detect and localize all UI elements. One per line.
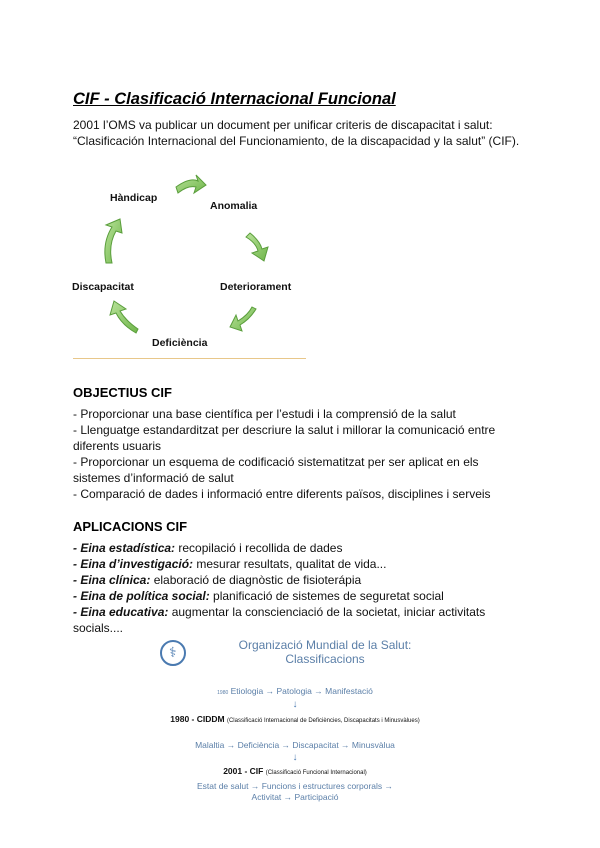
item-text: planificació de sistemes de seguretat social: [209, 589, 444, 603]
item-label: - Eina d’investigació:: [73, 557, 194, 571]
item-label: - Eina educativa:: [73, 605, 169, 619]
cycle-label-anomalia: Anomalia: [210, 200, 258, 212]
item-text: recopilació i recollida de dades: [175, 541, 343, 555]
item-text: elaboració de diagnòstic de fisioterápia: [150, 573, 362, 587]
intro-line-2: “Clasificación Internacional del Funcionamiento, de la discapacidad y la salut” (CIF).: [73, 134, 520, 148]
list-item: [73, 588, 523, 604]
intro-line-1: 2001 l’OMS va publicar un document per unificar criteris de discapacitat i salut:: [73, 118, 493, 132]
cycle-label-discapacitat: Discapacitat: [72, 281, 134, 293]
list-item: [73, 540, 523, 556]
aplicacions-heading: APLICACIONS CIF: [73, 519, 188, 534]
list-item: - Llenguatge estandarditzat per descriure la salut i millorar la comunicació entre diferents usuaris: [73, 423, 496, 453]
who-row-cif: [150, 766, 440, 776]
aplicacions-list: [73, 540, 523, 636]
objectius-list: [73, 406, 523, 502]
who-classifications-figure: [150, 634, 440, 804]
who-row-estat-salut: Estat de salut → Funcions i estructures corporals →: [196, 781, 394, 791]
who-row-malaltia: Malaltia → Deficiència → Discapacitat → Minusvàlua: [195, 740, 395, 750]
who-org-line-1: Organizació Mundial de la Salut:: [238, 638, 412, 652]
item-label: - Eina de política social:: [73, 589, 210, 603]
row1-text: Etiologia → Patologia → Manifestació: [230, 686, 373, 696]
diagram-divider: [73, 358, 306, 359]
row4-small: (Classificació Funcional Internacional): [265, 770, 367, 776]
list-item: - Proporcionar un esquema de codificació sistematitzat per ser aplicat en els sistemes d’informació de salut: [73, 455, 479, 485]
row2-bold: 1980 - CIDDM: [170, 714, 225, 724]
arrow-handicap-anomalia: [176, 175, 206, 193]
list-item: [73, 604, 523, 636]
who-org-title: [210, 638, 440, 666]
list-item: [73, 572, 523, 588]
who-row-activitat: Activitat → Participació: [251, 792, 339, 802]
row2-small: (Classificació Internacional de Deficiències, Discapacitats i Minusvàlues): [226, 718, 420, 724]
who-org-line-2: Classificacions: [285, 652, 365, 666]
cycle-label-deficiencia: Deficiència: [152, 337, 208, 349]
objectius-heading: OBJECTIUS CIF: [73, 385, 172, 400]
item-label: - Eina estadística:: [73, 541, 176, 555]
list-item: - Comparació de dades i informació entre diferents països, disciplines i serveis: [73, 487, 491, 501]
arrow-deteriorament-deficiencia: [230, 307, 256, 331]
cycle-label-deteriorament: Deteriorament: [220, 281, 292, 293]
page-title: CIF - Clasificació Internacional Funcional: [73, 90, 396, 108]
intro-paragraph: [73, 117, 543, 149]
row1-prefix: 1980: [217, 690, 229, 696]
cif-cycle-diagram: [60, 165, 320, 365]
who-row-etiologia: [150, 686, 440, 696]
item-text: mesurar resultats, qualitat de vida...: [193, 557, 387, 571]
list-item: [73, 556, 523, 572]
arrow-down-icon: ↓: [292, 699, 298, 710]
who-emblem-icon: ⚕: [160, 640, 186, 666]
row4-bold: 2001 - CIF: [223, 766, 264, 776]
who-row-ciddm: [150, 714, 440, 724]
arrow-discapacitat-handicap: [105, 219, 122, 263]
cycle-label-handicap: Hàndicap: [110, 192, 158, 204]
arrow-deficiencia-discapacitat: [110, 301, 138, 333]
list-item: - Proporcionar una base científica per l’estudi i la comprensió de la salut: [73, 407, 456, 421]
item-text: augmentar la conscienciació de la societat, iniciar activitats socials....: [73, 605, 486, 635]
cycle-arrows: [60, 165, 320, 365]
item-label: - Eina clínica:: [73, 573, 151, 587]
arrow-anomalia-deteriorament: [246, 233, 268, 261]
arrow-down-icon: ↓: [292, 752, 298, 763]
